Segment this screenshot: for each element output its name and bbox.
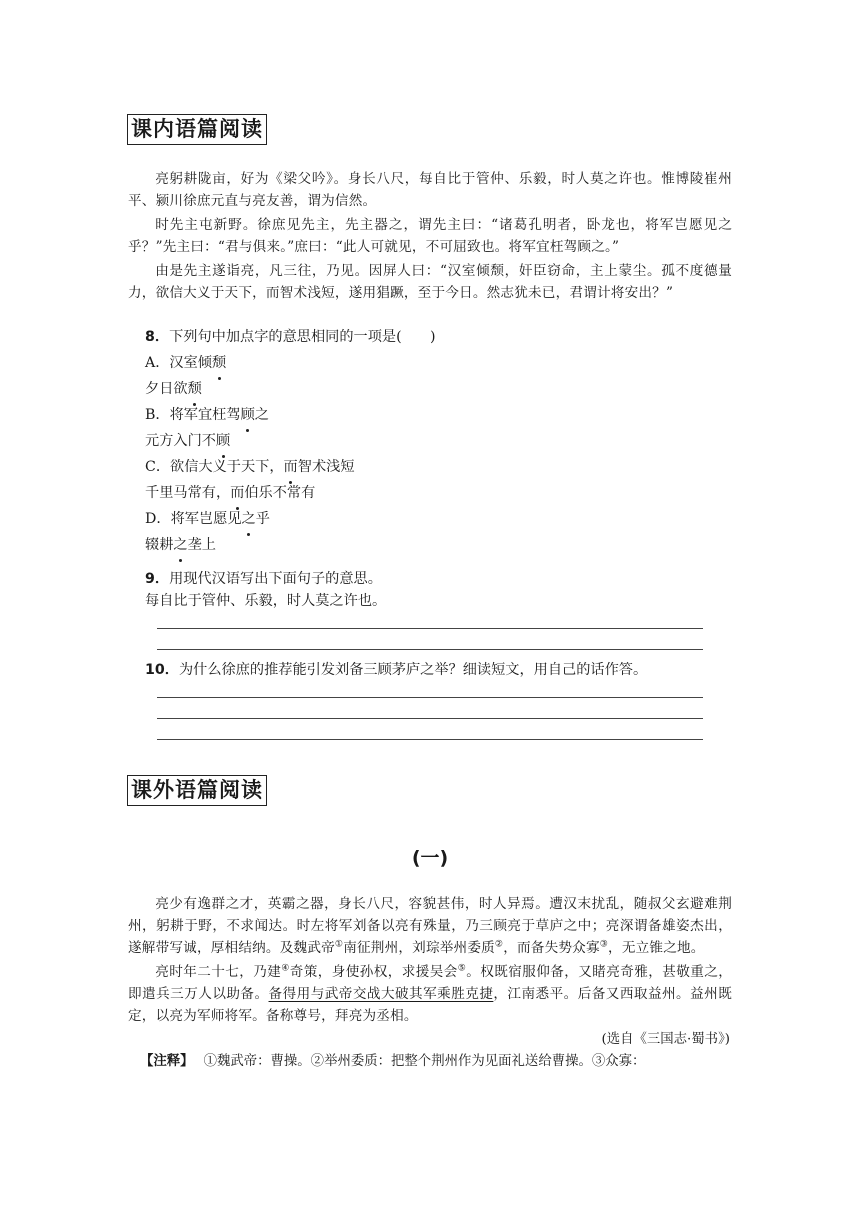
section-title-in-class: 课内语篇阅读	[127, 114, 267, 145]
dotted-char: 顾	[241, 402, 255, 428]
answer-line[interactable]	[157, 649, 703, 650]
answer-line[interactable]	[157, 739, 703, 740]
question-8-stem: 8．下列句中加点字的意思相同的一项是( )	[145, 329, 436, 345]
option-d-line1: D．将军岂愿见之乎	[128, 506, 732, 532]
dotted-char: 之	[173, 532, 187, 558]
answer-line[interactable]	[157, 697, 703, 698]
passage-in-class	[128, 168, 732, 306]
question-10	[128, 659, 732, 740]
option-b-line2: 元方入门不顾	[128, 428, 732, 454]
passage-extra	[128, 893, 732, 1073]
dotted-char: 颓	[188, 376, 202, 402]
question-9	[128, 568, 732, 650]
source-citation: (选自《三国志·蜀书》)	[601, 1032, 730, 1047]
question-8	[128, 324, 732, 558]
question-10-stem: 10．为什么徐庶的推荐能引发刘备三顾茅庐之举？细读短文，用自己的话作答。	[145, 662, 648, 678]
section-title-extra: 课外语篇阅读	[127, 775, 267, 806]
option-d-line2: 辍耕之垄上	[128, 532, 732, 558]
dotted-char: 而	[284, 454, 298, 480]
passage-paragraph: 由是先主遂诣亮，凡三往，乃见。因屏人曰：“汉室倾颓，奸臣窃命，主上蒙尘。孤不度德量力，欲信大义于天下，而智术浅短，遂用猖蹶，至于今日。然志犹未已，君谓计将安出？”	[128, 263, 732, 301]
option-c-line2: 千里马常有，而伯乐不常有	[128, 480, 732, 506]
question-9-stem: 9．用现代汉语写出下面句子的意思。	[145, 571, 382, 587]
answer-line[interactable]	[157, 718, 703, 719]
underlined-sentence: 备得用与武帝交战大破其军乘胜克捷	[268, 986, 494, 1002]
answer-line[interactable]	[157, 628, 703, 629]
dotted-char: 而	[230, 480, 244, 506]
dotted-char: 颓	[212, 350, 226, 376]
passage-paragraph: 亮躬耕陇亩，好为《梁父吟》。身长八尺，每自比于管仲、乐毅，时人莫之许也。惟博陵崔州平、颍川徐庶元直与亮友善，谓为信然。	[128, 171, 732, 209]
option-a-line1: A．汉室倾颓	[128, 350, 732, 376]
dotted-char: 之	[242, 506, 256, 532]
option-c-line1: C．欲信大义于天下，而智术浅短	[128, 454, 732, 480]
passage-paragraph: 亮时年二十七，乃建④奇策，身使孙权，求援吴会⑤。权既宿服仰备，又睹亮奇雅，甚敬重之，即遣兵三万人以助备。备得用与武帝交战大破其军乘胜克捷，江南悉平。后备又西取益州。益州既定，以亮为军师将军。备称尊号，拜亮为丞相。	[128, 963, 733, 1024]
passage-number: (一)	[411, 847, 449, 869]
passage-paragraph: 时先主屯新野。徐庶见先主，先主器之，谓先主曰：“诸葛孔明者，卧龙也，将军岂愿见之乎？”先主曰：“君与俱来。”庶曰：“此人可就见，不可屈致也。将军宜枉驾顾之。”	[128, 217, 732, 255]
option-a-line2: 夕日欲颓	[128, 376, 732, 402]
annotation-notes: 【注释】 ①魏武帝：曹操。②举州委质：把整个荆州作为见面礼送给曹操。③众寡：	[140, 1054, 646, 1069]
passage-paragraph: 亮少有逸群之才，英霸之器，身长八尺，容貌甚伟，时人异焉。遭汉末扰乱，随叔父玄避难荆州，躬耕于野，不求闻达。时左将军刘备以亮有殊量，乃三顾亮于草庐之中；亮深谓备雄姿杰出，遂解带写诚，厚相结纳。及魏武帝①南征荆州，刘琮举州委质②，而备失势众寡③，无立锥之地。	[128, 896, 732, 956]
question-9-sentence: 每自比于管仲、乐毅，时人莫之许也。	[145, 593, 387, 609]
dotted-char: 顾	[216, 428, 230, 454]
option-b-line1: B．将军宜枉驾顾之	[128, 402, 732, 428]
